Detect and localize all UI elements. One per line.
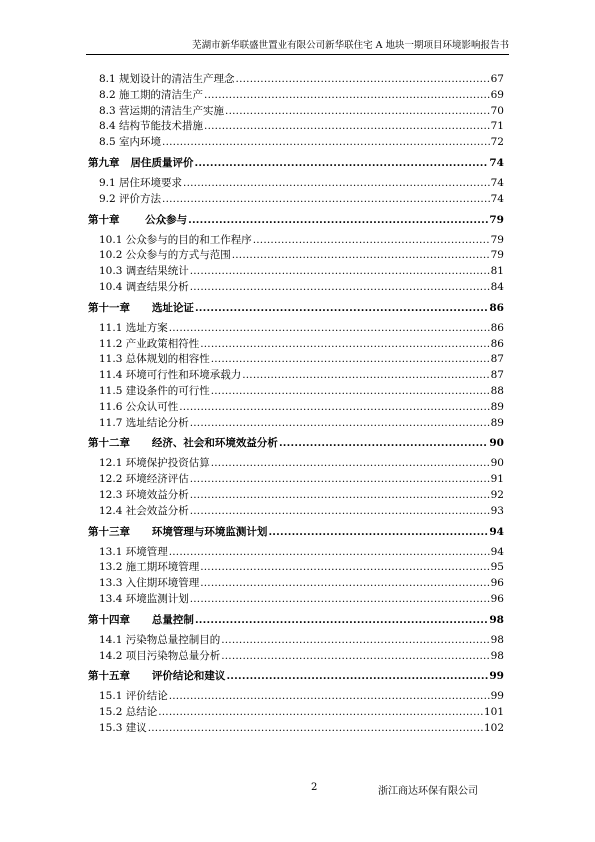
toc-entry-page: 71 bbox=[490, 120, 504, 133]
toc-leader-dots bbox=[188, 211, 488, 230]
toc-entry-page: 89 bbox=[490, 416, 504, 429]
toc-entry-title: 13.1 环境管理 bbox=[99, 545, 168, 558]
toc-entry-title: 13.4 环境监测计划 bbox=[99, 592, 189, 605]
toc-entry-page: 79 bbox=[489, 213, 504, 226]
toc-entry-title: 14.1 污染物总量控制目的 bbox=[99, 633, 221, 646]
toc-entry-page: 86 bbox=[489, 301, 504, 314]
toc-section-entry[interactable] bbox=[88, 705, 504, 721]
toc-entry-title: 8.5 室内环境 bbox=[99, 136, 162, 149]
toc-section-entry[interactable] bbox=[88, 233, 504, 249]
toc-entry-page: 95 bbox=[490, 561, 504, 574]
toc-section-entry[interactable] bbox=[88, 689, 504, 705]
toc-entry-title: 12.2 环境经济评估 bbox=[99, 473, 189, 486]
toc-entry-title: 11.2 产业政策相符性 bbox=[99, 337, 200, 350]
toc-entry-title: 13.3 入住期环境管理 bbox=[99, 577, 200, 590]
toc-entry-page: 74 bbox=[490, 192, 504, 205]
toc-section-entry[interactable] bbox=[88, 104, 504, 120]
page-number: 2 bbox=[311, 782, 318, 793]
toc-entry-title: 11.1 选址方案 bbox=[99, 321, 168, 334]
toc-section-entry[interactable] bbox=[88, 472, 504, 488]
toc-leader-dots bbox=[200, 560, 489, 576]
toc-entry-page: 92 bbox=[490, 488, 504, 501]
toc-entry-title: 15.1 评价结论 bbox=[99, 690, 168, 703]
toc-entry-page: 96 bbox=[490, 592, 504, 605]
toc-entry-title: 12.3 环境效益分析 bbox=[99, 488, 189, 501]
toc-entry-page: 96 bbox=[490, 577, 504, 590]
toc-entry-page: 74 bbox=[490, 176, 504, 189]
toc-entry-title: 8.2 施工期的清洁生产 bbox=[99, 88, 204, 101]
toc-chapter-entry[interactable] bbox=[88, 611, 504, 630]
toc-entry-page: 69 bbox=[490, 88, 504, 101]
toc-section-entry[interactable] bbox=[88, 88, 504, 104]
toc-leader-dots bbox=[162, 135, 490, 151]
toc-entry-title: 11.4 环境可行性和环境承载力 bbox=[99, 369, 242, 382]
toc-chapter-entry[interactable] bbox=[88, 154, 504, 173]
toc-leader-dots bbox=[190, 504, 490, 520]
toc-section-entry[interactable] bbox=[88, 135, 504, 151]
toc-entry-page: 67 bbox=[490, 73, 504, 85]
toc-chapter-entry[interactable] bbox=[88, 434, 504, 453]
toc-entry-page: 79 bbox=[490, 249, 504, 262]
toc-entry-page: 99 bbox=[490, 690, 504, 703]
toc-entry-title: 8.3 营运期的清洁生产实施 bbox=[99, 104, 225, 117]
running-header: 芜湖市新华联盛世置业有限公司新华联住宅 A 地块一期项目环境影响报告书 bbox=[86, 40, 509, 55]
toc-section-entry[interactable] bbox=[88, 264, 504, 280]
toc-leader-dots bbox=[169, 689, 490, 705]
toc-leader-dots bbox=[195, 299, 488, 318]
toc-section-entry[interactable] bbox=[88, 337, 504, 353]
toc-entry-page: 91 bbox=[490, 473, 504, 486]
toc-section-entry[interactable] bbox=[88, 545, 504, 561]
toc-leader-dots bbox=[232, 248, 490, 264]
toc-entry-title: 9.1 居住环境要求 bbox=[99, 176, 183, 189]
toc-leader-dots bbox=[242, 368, 489, 384]
toc-entry-title: 8.4 结构节能技术措施 bbox=[99, 120, 204, 133]
toc-section-entry[interactable] bbox=[88, 176, 504, 192]
toc-entry-title: 15.3 建议 bbox=[99, 721, 147, 734]
toc-leader-dots bbox=[211, 456, 490, 472]
toc-entry-title: 10.2 公众参与的方式与范围 bbox=[99, 249, 231, 262]
toc-section-entry[interactable] bbox=[88, 633, 504, 649]
toc-entry-title: 10.1 公众参与的目的和工作程序 bbox=[99, 233, 252, 246]
toc-entry-title: 11.6 公众认可性 bbox=[99, 400, 179, 413]
toc-leader-dots bbox=[204, 119, 490, 135]
toc-entry-title: 12.4 社会效益分析 bbox=[99, 504, 189, 517]
toc-section-entry[interactable] bbox=[88, 192, 504, 208]
toc-leader-dots bbox=[279, 434, 488, 453]
toc-section-entry[interactable] bbox=[88, 592, 504, 608]
toc-leader-dots bbox=[162, 192, 490, 208]
toc-entry-page: 88 bbox=[490, 384, 504, 397]
toc-section-entry[interactable] bbox=[88, 416, 504, 432]
toc-entry-title: 第十二章 经济、社会和环境效益分析 bbox=[88, 437, 278, 450]
toc-entry-page: 99 bbox=[489, 670, 504, 683]
toc-entry-title: 第九章 居住质量评价 bbox=[88, 156, 194, 169]
toc-entry-title: 第十四章 总量控制 bbox=[88, 613, 194, 626]
toc-entry-page: 90 bbox=[490, 457, 504, 470]
toc-section-entry[interactable] bbox=[88, 400, 504, 416]
toc-leader-dots bbox=[190, 488, 490, 504]
toc-entry-title: 14.2 项目污染物总量分析 bbox=[99, 649, 221, 662]
toc-entry-title: 10.3 调查结果统计 bbox=[99, 265, 189, 278]
toc-entry-page: 84 bbox=[490, 280, 504, 293]
toc-section-entry[interactable] bbox=[88, 456, 504, 472]
toc-leader-dots bbox=[190, 264, 490, 280]
table-of-contents bbox=[88, 72, 504, 737]
toc-section-entry[interactable] bbox=[88, 352, 504, 368]
toc-leader-dots bbox=[211, 352, 490, 368]
toc-leader-dots bbox=[200, 576, 489, 592]
toc-entry-page: 93 bbox=[490, 504, 504, 517]
toc-leader-dots bbox=[179, 400, 489, 416]
toc-entry-title: 11.5 建设条件的可行性 bbox=[99, 384, 210, 397]
toc-chapter-entry[interactable] bbox=[88, 299, 504, 318]
toc-section-entry[interactable] bbox=[88, 649, 504, 665]
toc-entry-title: 12.1 环境保护投资估算 bbox=[99, 457, 210, 470]
toc-entry-page: 79 bbox=[490, 233, 504, 246]
toc-entry-page: 81 bbox=[490, 265, 504, 278]
toc-entry-title: 10.4 调查结果分析 bbox=[99, 280, 189, 293]
toc-entry-title: 13.2 施工期环境管理 bbox=[99, 561, 200, 574]
toc-section-entry[interactable] bbox=[88, 368, 504, 384]
toc-leader-dots bbox=[226, 667, 488, 686]
toc-chapter-entry[interactable] bbox=[88, 667, 504, 686]
toc-entry-title: 第十三章 环境管理与环境监测计划 bbox=[88, 525, 268, 538]
toc-section-entry[interactable] bbox=[88, 576, 504, 592]
toc-entry-title: 15.2 总结论 bbox=[99, 706, 158, 719]
toc-section-entry[interactable] bbox=[88, 119, 504, 135]
toc-leader-dots bbox=[190, 592, 490, 608]
toc-entry-title: 第十一章 选址论证 bbox=[88, 301, 194, 314]
toc-leader-dots bbox=[225, 104, 490, 120]
toc-leader-dots bbox=[169, 545, 490, 561]
toc-section-entry[interactable] bbox=[88, 384, 504, 400]
toc-chapter-entry[interactable] bbox=[88, 211, 504, 230]
toc-entry-page: 94 bbox=[490, 545, 504, 558]
toc-entry-title: 第十五章 评价结论和建议 bbox=[88, 670, 226, 683]
toc-leader-dots bbox=[204, 88, 490, 104]
toc-leader-dots bbox=[221, 649, 489, 665]
toc-entry-title: 9.2 评价方法 bbox=[99, 192, 162, 205]
toc-section-entry[interactable] bbox=[88, 280, 504, 296]
toc-entry-page: 94 bbox=[489, 525, 504, 538]
toc-entry-page: 72 bbox=[490, 136, 504, 149]
toc-leader-dots bbox=[195, 611, 488, 630]
toc-leader-dots bbox=[268, 523, 488, 542]
toc-entry-page: 98 bbox=[489, 613, 504, 626]
toc-section-entry[interactable] bbox=[88, 72, 504, 88]
toc-entry-page: 87 bbox=[490, 353, 504, 366]
toc-section-entry[interactable] bbox=[88, 321, 504, 337]
toc-leader-dots bbox=[148, 721, 483, 737]
toc-leader-dots bbox=[158, 705, 483, 721]
toc-entry-title: 11.7 选址结论分析 bbox=[99, 416, 189, 429]
toc-leader-dots bbox=[211, 384, 490, 400]
toc-entry-title: 8.1 规划设计的清洁生产理念 bbox=[99, 73, 235, 85]
toc-leader-dots bbox=[190, 472, 490, 488]
toc-entry-page: 89 bbox=[490, 400, 504, 413]
toc-section-entry[interactable] bbox=[88, 248, 504, 264]
toc-entry-page: 102 bbox=[483, 721, 504, 734]
toc-entry-page: 101 bbox=[483, 706, 504, 719]
toc-leader-dots bbox=[221, 633, 489, 649]
toc-leader-dots bbox=[194, 154, 488, 173]
toc-entry-title: 第十章 公众参与 bbox=[88, 213, 188, 226]
toc-section-entry[interactable] bbox=[88, 504, 504, 520]
toc-leader-dots bbox=[236, 72, 490, 88]
toc-entry-page: 86 bbox=[490, 337, 504, 350]
toc-entry-page: 98 bbox=[490, 649, 504, 662]
toc-entry-page: 74 bbox=[489, 156, 504, 169]
toc-leader-dots bbox=[183, 176, 490, 192]
toc-leader-dots bbox=[200, 337, 489, 353]
toc-section-entry[interactable] bbox=[88, 488, 504, 504]
toc-entry-title: 11.3 总体规划的相容性 bbox=[99, 353, 210, 366]
toc-leader-dots bbox=[190, 280, 490, 296]
toc-leader-dots bbox=[190, 416, 490, 432]
toc-section-entry[interactable] bbox=[88, 721, 504, 737]
toc-leader-dots bbox=[169, 321, 490, 337]
toc-entry-page: 70 bbox=[490, 104, 504, 117]
toc-chapter-entry[interactable] bbox=[88, 523, 504, 542]
toc-entry-page: 86 bbox=[490, 321, 504, 334]
footer-company: 浙江商达环保有限公司 bbox=[378, 786, 478, 797]
toc-leader-dots bbox=[253, 233, 490, 249]
toc-entry-page: 98 bbox=[490, 633, 504, 646]
toc-section-entry[interactable] bbox=[88, 560, 504, 576]
toc-entry-page: 87 bbox=[490, 369, 504, 382]
toc-entry-page: 90 bbox=[489, 437, 504, 450]
